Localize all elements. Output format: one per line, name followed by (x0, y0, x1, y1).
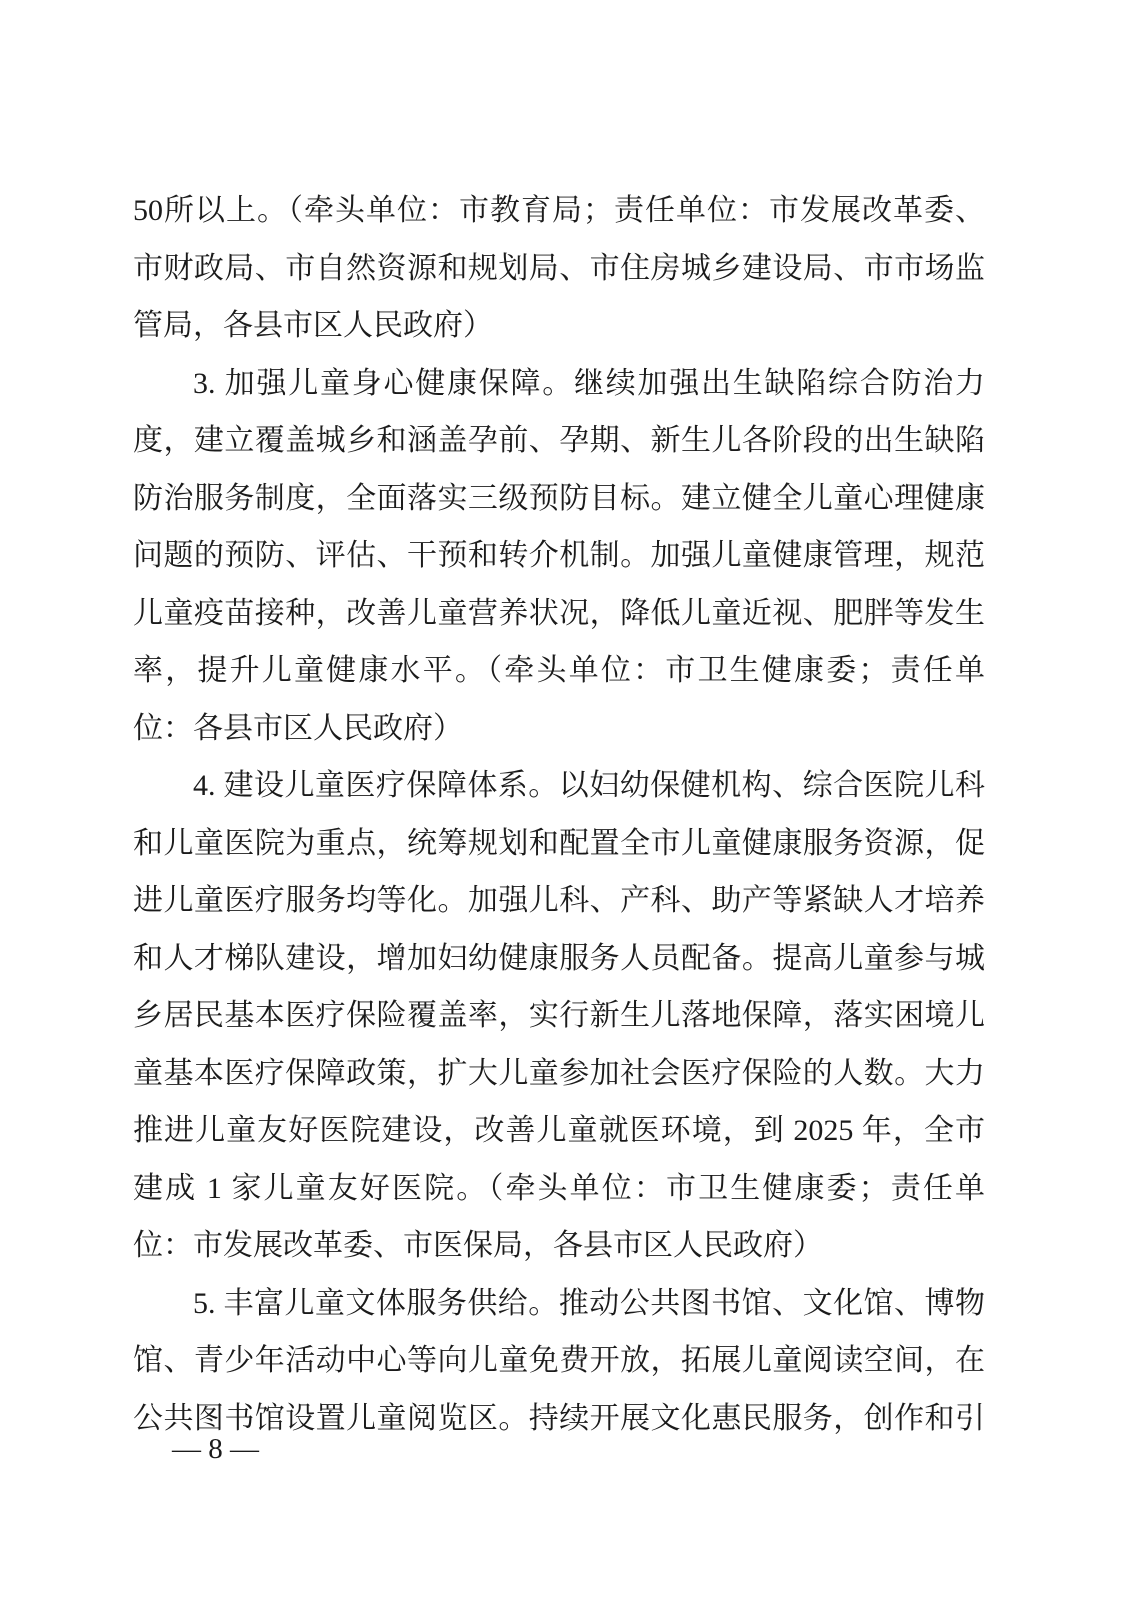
text-line: 公共图书馆设置儿童阅览区。持续开展文化惠民服务，创作和引 (133, 1401, 985, 1435)
text-line: 3. 加强儿童身心健康保障。继续加强出生缺陷综合防治力 (193, 366, 985, 400)
text-line: 儿童疫苗接种，改善儿童营养状况，降低儿童近视、肥胖等发生 (133, 596, 985, 630)
text-line: 和人才梯队建设，增加妇幼健康服务人员配备。提高儿童参与城 (133, 941, 985, 975)
document-body (133, 182, 985, 1447)
text-line: 童基本医疗保障政策，扩大儿童参加社会医疗保险的人数。大力 (133, 1056, 985, 1090)
text-line: 管局，各县市区人民政府） (133, 309, 493, 342)
text-line: 防治服务制度，全面落实三级预防目标。建立健全儿童心理健康 (133, 481, 985, 515)
text-line: 50所以上。（牵头单位：市教育局；责任单位：市发展改革委、 (133, 194, 985, 227)
text-line: 位：市发展改革委、市医保局，各县市区人民政府） (133, 1229, 823, 1262)
text-line: 进儿童医疗服务均等化。加强儿科、产科、助产等紧缺人才培养 (133, 884, 985, 917)
page-number: — 8 — (172, 1433, 259, 1465)
text-line: 建成 1 家儿童友好医院。（牵头单位：市卫生健康委；责任单 (133, 1171, 985, 1205)
text-line: 4. 建设儿童医疗保障体系。以妇幼保健机构、综合医院儿科 (193, 769, 985, 802)
text-line: 市财政局、市自然资源和规划局、市住房城乡建设局、市市场监 (133, 251, 985, 285)
text-line: 度，建立覆盖城乡和涵盖孕前、孕期、新生儿各阶段的出生缺陷 (133, 424, 985, 457)
text-line: 推进儿童友好医院建设，改善儿童就医环境，到 2025 年，全市 (133, 1114, 985, 1147)
text-line: 率，提升儿童健康水平。（牵头单位：市卫生健康委；责任单 (133, 654, 985, 687)
text-line: 和儿童医院为重点，统筹规划和配置全市儿童健康服务资源，促 (133, 826, 985, 860)
text-line: 位：各县市区人民政府） (133, 711, 463, 745)
text-line: 5. 丰富儿童文体服务供给。推动公共图书馆、文化馆、博物 (193, 1286, 985, 1320)
text-line: 乡居民基本医疗保险覆盖率，实行新生儿落地保障，落实困境儿 (133, 999, 985, 1032)
text-line: 馆、青少年活动中心等向儿童免费开放，拓展儿童阅读空间，在 (133, 1344, 985, 1377)
text-line: 问题的预防、评估、干预和转介机制。加强儿童健康管理，规范 (133, 539, 985, 572)
